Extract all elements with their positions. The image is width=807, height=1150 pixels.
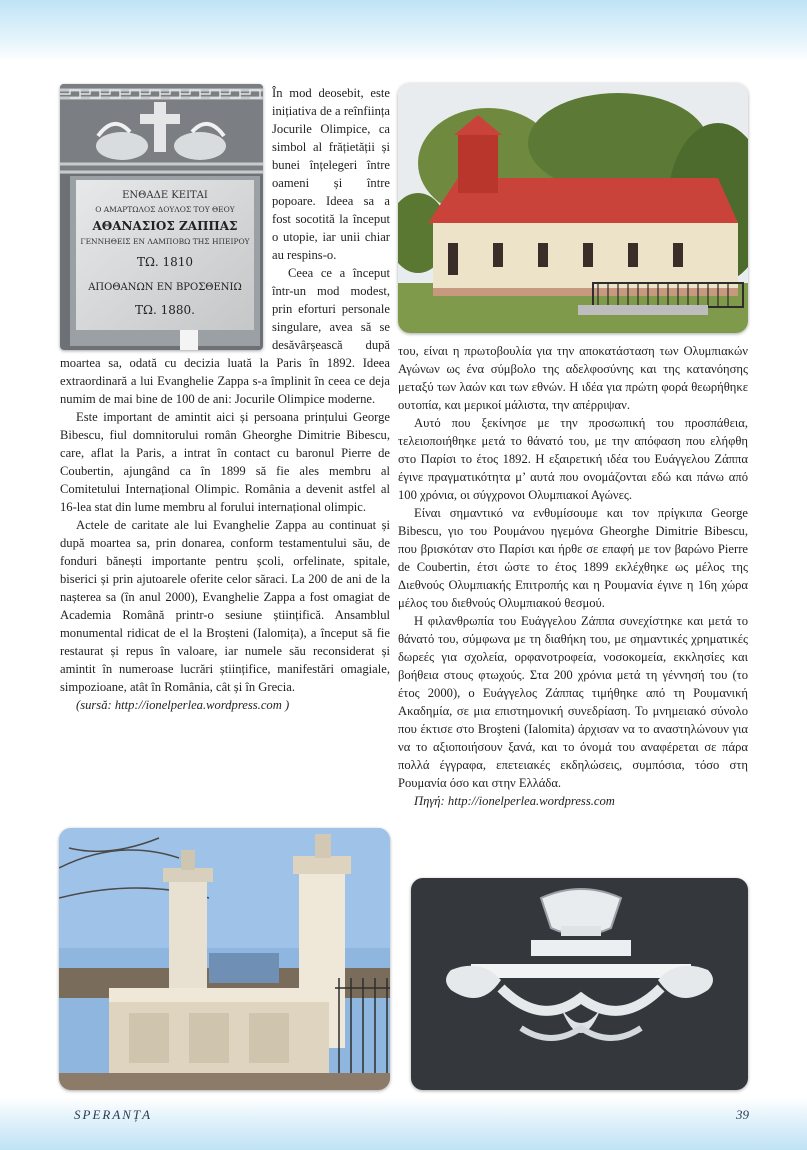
romanian-source: (sursă: http://ionelperlea.wordpress.com ) — [76, 698, 290, 712]
romanian-paragraph-1: În mod deosebit, este inițiativa de a reînființa Jocurile Olimpice, ca simbol al frățietății și bunei înțelegeri între oameni și între popoare. Ideea sa a fost socotită la început o utopie, iar unii chiar au respins-o. — [272, 86, 390, 262]
romanian-paragraph-4: Actele de caritate ale lui Evanghelie Zappa au continuat și după moartea sa, prin donarea, conform testamentului său, de fonduri bănești importante pentru școli, orfelinate, spitale, biserici și prin ajutoarele oferite celor săraci. La 200 de ani de la nașterea sa (în anul 2000), Evanghelie Zappa a fost omagiat de Academia Română printr-o sesiune științifică. Ansamblul monumental ridicat de el la Broșteni (Ialomița), a început să fie restaurat și repus în valoare, iar numele său reconsiderat și amintit în numeroase lucrări științifice, manifestări omagiale, simpozioane, atât în România, cât și în Grecia. — [60, 518, 390, 694]
romanian-paragraph-2: Ceea ce a început într-un mod modest, prin eforturi personale singulare, avea să se desăvârșească după moartea sa, odată cu decizia luată la Paris în 1892. Ideea extraordinară a lui Evanghelie Zappa s-a împlinit în ceea ce deja numim de mai bine de 100 de ani: Jocurile Olimpice moderne. — [60, 266, 390, 406]
tombstone-line-1: ΕΝΘΑΔΕ ΚΕΙΤΑΙ — [122, 190, 208, 201]
tombstone-line-7: ΤΩ. 1880. — [135, 303, 195, 317]
tombstone-line-2: Ο ΑΜΑΡΤΩΛΟΣ ΔΟΥΛΟΣ ΤΟΥ ΘΕΟΥ — [95, 205, 235, 214]
greek-paragraph-1: του, είναι η πρωτοβουλία για την αποκατάσταση των Ολυμπιακών Αγώνων ως ένα σύμβολο της αδελφοσύνης και της κατανόησης μεταξύ των λαών και των εθνών. Η ιδέα για πρώτη φορά θεωρήθηκε ουτοπία, και μερικοί μάλιστα, την απέρριψαν. — [398, 344, 748, 412]
greek-article — [398, 342, 748, 810]
romanian-paragraph-3: Este important de amintit aici și persoana prințului George Bibescu, fiul domnitorului român Gheorghe Dimitrie Bibescu, care, aflat la Paris, a intrat în contact cu baronul Pierre de Coubertin, ajungând ca în 1899 să fie ales membru al Comitetului Internațional Olimpic. România a devenit astfel al 16-lea stat din lume membru al forului internațional olimpic. — [60, 410, 390, 514]
ornament-image — [411, 878, 748, 1090]
greek-paragraph-3: Είναι σημαντικό να ενθυμίσουμε και τον πρίγκιπα George Bibescu, γιο του Ρουμάνου ηγεμόνα Gheorghe Dimitrie Bibescu, που βρισκόταν στο Παρίσι και ήρθε σε επαφή με τον βαρώνο Pierre de Coubertin, έτσι ώστε το έτος 1899 εκλέχθηκε ως μέλος της Διεθνούς Ολυμπιακής Επιτροπής και η Ρουμανία έγινε η 16η χώρα μέλος του διεθνούς Ολυμπιακού θεσμού. — [398, 506, 748, 610]
greek-paragraph-4: Η φιλανθρωπία του Ευάγγελου Ζάππα συνεχίστηκε και μετά το θάνατό του, σύμφωνα με τη διαθήκη του, με σημαντικές χρηματικές δωρεές για σχολεία, ορφανοτροφεία, νοσοκομεία, εκκλησίες και βοήθεια στους φτωχούς. Στα 200 χρόνια μετά τη γέννησή του (το έτος 2000), ο Ευάγγελος Ζάππας τιμήθηκε από τη Ρουμανική Ακαδημία, σε μια επιστημονική συνεδρίαση. Το μνημειακό σύνολο που έκτισε στο Broşteni (Ialomita) άρχισαν να το αναστηλώνουν για να το αξιοποιήσουν ξανά, και το όνομά του αναφέρεται σε πάρα πολλά έγγραφα, επετειακές εκδηλώσεις, συμπόσια, τόσο στη Ρουμανία όσο και στην Ελλάδα. — [398, 614, 748, 790]
greek-source: Πηγή: http://ionelperlea.wordpress.com — [414, 794, 615, 808]
greek-paragraph-2: Αυτό που ξεκίνησε με την προσωπική του προσπάθεια, τελειοποιήθηκε μετά το θάνατό του, με την απόφαση που ελήφθη στο Παρίσι το έτος 1892. Η εξαιρετική ιδέα του Ευάγγελου Ζάππα έγινε πραγματικότητα μ’ αυτά που ονομάζονται εδώ και πάνω από 100 χρόνια, οι σύγχρονοι Ολυμπιακοί Αγώνες. — [398, 416, 748, 502]
ornament-photo — [411, 878, 748, 1090]
tombstone-line-5: ΤΩ. 1810 — [136, 255, 194, 269]
header-band — [0, 0, 807, 62]
magazine-name: SPERANȚA — [74, 1107, 153, 1122]
monument-image — [59, 828, 390, 1090]
church-photo — [398, 83, 748, 333]
romanian-article — [60, 84, 390, 714]
page-number: 39 — [736, 1107, 749, 1122]
tombstone-photo-slot — [60, 84, 272, 346]
tombstone-line-6: ΑΠΟΘΑΝΩΝ ΕΝ ΒΡΟΣΘΕΝΙΩ — [88, 282, 242, 293]
footer-band — [0, 1098, 807, 1150]
tombstone-line-4: ΓΕΝΝΗΘΕΙΣ ΕΝ ΛΑΜΠΟΒΩ ΤΗΣ ΗΠΕΙΡΟΥ — [80, 237, 250, 246]
church-image — [398, 83, 748, 333]
tombstone-line-3: ΑΘΑΝΑΣΙΟΣ ΖΑΠΠΑΣ — [92, 219, 238, 233]
monument-photo — [59, 828, 390, 1090]
